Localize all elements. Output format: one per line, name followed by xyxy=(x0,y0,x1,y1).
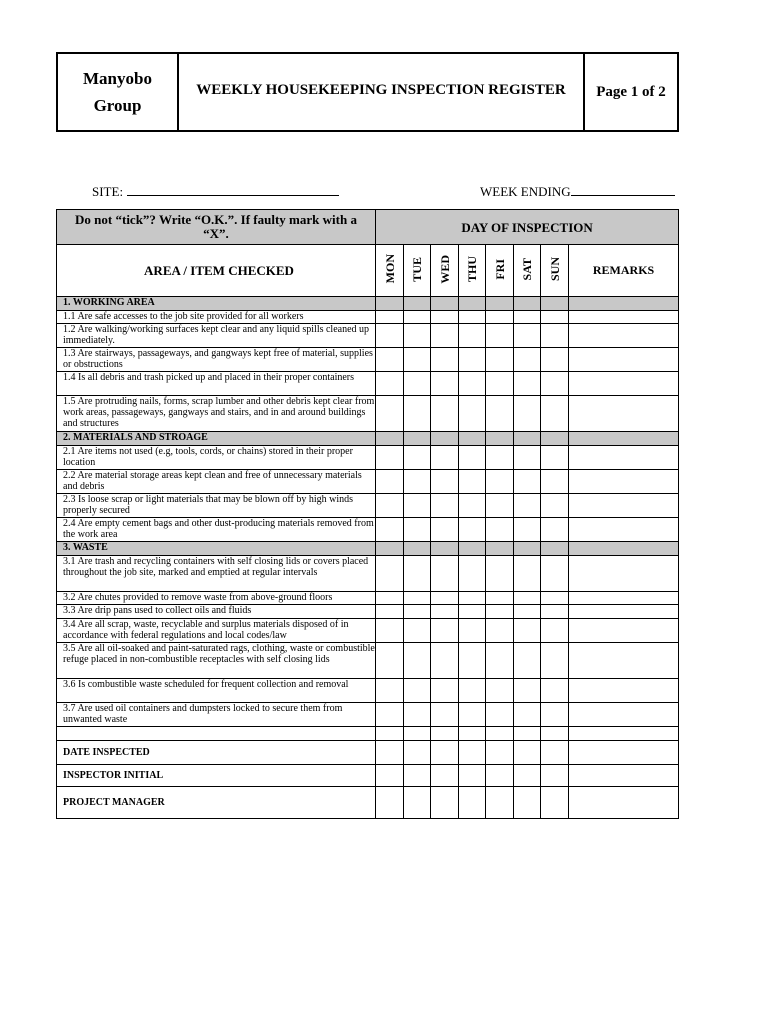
remarks-cell xyxy=(569,542,679,556)
page-number: Page 1 of 2 xyxy=(583,54,677,130)
day-cell-tue[interactable] xyxy=(404,494,431,518)
day-cell-tue[interactable] xyxy=(404,372,431,396)
day-cell-mon[interactable] xyxy=(376,518,404,542)
day-cell-mon[interactable] xyxy=(376,396,404,432)
document-title: WEEKLY HOUSEKEEPING INSPECTION REGISTER xyxy=(196,81,566,98)
section-heading: 3. WASTE xyxy=(57,542,376,556)
day-cell-sun[interactable] xyxy=(541,556,569,592)
document-header xyxy=(56,52,679,132)
day-cell-fri[interactable] xyxy=(486,311,514,324)
day-cell-wed[interactable] xyxy=(431,518,459,542)
day-cell-thu[interactable] xyxy=(459,311,486,324)
day-cell-mon[interactable] xyxy=(376,311,404,324)
day-cell-tue xyxy=(404,542,431,556)
day-cell-sun[interactable] xyxy=(541,311,569,324)
area-item-heading: AREA / ITEM CHECKED xyxy=(57,245,376,297)
inspection-table xyxy=(56,209,679,819)
day-cell-mon[interactable] xyxy=(376,765,404,787)
day-cell-wed[interactable] xyxy=(431,765,459,787)
day-cell-mon[interactable] xyxy=(376,494,404,518)
day-cell-sat[interactable] xyxy=(514,494,541,518)
day-cell-wed[interactable] xyxy=(431,619,459,643)
week-ending-blank-line[interactable] xyxy=(571,183,675,196)
day-cell-tue xyxy=(404,432,431,446)
day-cell-mon[interactable] xyxy=(376,556,404,592)
day-cell-thu xyxy=(459,542,486,556)
remarks-cell[interactable] xyxy=(569,605,679,619)
day-cell-thu[interactable] xyxy=(459,348,486,372)
day-cell-thu[interactable] xyxy=(459,494,486,518)
day-cell-sat xyxy=(514,432,541,446)
day-cell-wed[interactable] xyxy=(431,470,459,494)
day-cell-thu[interactable] xyxy=(459,372,486,396)
day-cell-thu[interactable] xyxy=(459,703,486,727)
day-cell-tue[interactable] xyxy=(404,311,431,324)
remarks-cell[interactable] xyxy=(569,592,679,605)
day-cell-wed[interactable] xyxy=(431,727,459,741)
signoff-row xyxy=(57,741,679,765)
day-cell-sat[interactable] xyxy=(514,643,541,679)
day-cell-sun[interactable] xyxy=(541,679,569,703)
day-cell-mon[interactable] xyxy=(376,643,404,679)
day-cell-sat[interactable] xyxy=(514,765,541,787)
day-cell-mon xyxy=(376,542,404,556)
site-label: SITE: xyxy=(92,184,124,199)
day-cell-mon[interactable] xyxy=(376,679,404,703)
day-cell-fri[interactable] xyxy=(486,643,514,679)
day-cell-wed[interactable] xyxy=(431,311,459,324)
week-ending-field[interactable] xyxy=(480,183,675,200)
day-cell-fri[interactable] xyxy=(486,605,514,619)
day-cell-fri[interactable] xyxy=(486,592,514,605)
day-cell-tue[interactable] xyxy=(404,518,431,542)
remarks-cell xyxy=(569,432,679,446)
day-cell-wed[interactable] xyxy=(431,348,459,372)
day-cell-mon[interactable] xyxy=(376,703,404,727)
day-cell-sat[interactable] xyxy=(514,556,541,592)
day-cell-sun[interactable] xyxy=(541,703,569,727)
checklist-item: 2.3 Is loose scrap or light materials that may be blown off by high winds properly secured xyxy=(57,494,376,518)
day-cell-sat[interactable] xyxy=(514,592,541,605)
remarks-cell[interactable] xyxy=(569,396,679,432)
day-cell-sat[interactable] xyxy=(514,741,541,765)
day-cell-fri[interactable] xyxy=(486,518,514,542)
day-cell-thu[interactable] xyxy=(459,592,486,605)
day-cell-wed[interactable] xyxy=(431,741,459,765)
week-ending-label: WEEK ENDING xyxy=(480,184,571,199)
day-cell-fri[interactable] xyxy=(486,679,514,703)
checklist-item: 3.3 Are drip pans used to collect oils and fluids xyxy=(57,605,376,619)
table-row xyxy=(57,311,679,324)
day-cell-fri xyxy=(486,297,514,311)
day-cell-tue[interactable] xyxy=(404,605,431,619)
day-cell-sun[interactable] xyxy=(541,446,569,470)
day-cell-fri[interactable] xyxy=(486,348,514,372)
site-blank-line[interactable] xyxy=(127,183,339,196)
day-of-inspection-heading: DAY OF INSPECTION xyxy=(376,210,679,245)
day-cell-fri[interactable] xyxy=(486,727,514,741)
checklist-item: 1.1 Are safe accesses to the job site provided for all workers xyxy=(57,311,376,324)
day-cell-sat[interactable] xyxy=(514,470,541,494)
day-cell-sat[interactable] xyxy=(514,348,541,372)
day-heading-wed xyxy=(431,245,459,297)
day-cell-mon xyxy=(376,432,404,446)
day-cell-mon[interactable] xyxy=(376,372,404,396)
day-label: FRI xyxy=(492,258,507,280)
checklist-item: 2.1 Are items not used (e.g, tools, cords, or chains) stored in their proper location xyxy=(57,446,376,470)
section-row xyxy=(57,297,679,311)
day-cell-tue[interactable] xyxy=(404,703,431,727)
day-cell-sun[interactable] xyxy=(541,348,569,372)
remarks-cell[interactable] xyxy=(569,311,679,324)
day-cell-fri[interactable] xyxy=(486,372,514,396)
day-cell-sun[interactable] xyxy=(541,372,569,396)
remarks-cell[interactable] xyxy=(569,765,679,787)
checklist-item: 2.4 Are empty cement bags and other dust-producing materials removed from the work area xyxy=(57,518,376,542)
day-cell-tue[interactable] xyxy=(404,741,431,765)
remarks-cell[interactable] xyxy=(569,643,679,679)
day-cell-tue[interactable] xyxy=(404,592,431,605)
checklist-item: 3.1 Are trash and recycling containers with self closing lids or covers placed throughout the job site, marked and emptied at regular intervals xyxy=(57,556,376,592)
remarks-cell[interactable] xyxy=(569,787,679,819)
day-cell-sat[interactable] xyxy=(514,787,541,819)
checklist-item: 1.3 Are stairways, passageways, and gangways kept free of material, supplies or obstructions xyxy=(57,348,376,372)
remarks-cell[interactable] xyxy=(569,703,679,727)
table-row xyxy=(57,518,679,542)
table-row xyxy=(57,446,679,470)
checklist-item: 2.2 Are material storage areas kept clean and free of unnecessary materials and debris xyxy=(57,470,376,494)
day-label: SAT xyxy=(520,257,534,281)
day-heading-fri xyxy=(486,245,514,297)
checklist-item: 3.6 Is combustible waste scheduled for frequent collection and removal xyxy=(57,679,376,703)
day-cell-wed[interactable] xyxy=(431,372,459,396)
remarks-cell[interactable] xyxy=(569,518,679,542)
day-cell-sun[interactable] xyxy=(541,619,569,643)
day-cell-mon[interactable] xyxy=(376,592,404,605)
day-cell-thu[interactable] xyxy=(459,605,486,619)
section-heading: 1. WORKING AREA xyxy=(57,297,376,311)
day-cell-sun[interactable] xyxy=(541,470,569,494)
day-cell-mon[interactable] xyxy=(376,470,404,494)
day-cell-thu xyxy=(459,432,486,446)
day-cell-wed[interactable] xyxy=(431,679,459,703)
day-cell-sat xyxy=(514,542,541,556)
day-cell-wed[interactable] xyxy=(431,396,459,432)
day-cell-thu[interactable] xyxy=(459,470,486,494)
day-cell-fri xyxy=(486,432,514,446)
day-cell-thu[interactable] xyxy=(459,741,486,765)
day-cell-fri[interactable] xyxy=(486,765,514,787)
day-label: WED xyxy=(437,254,452,284)
day-cell-sat[interactable] xyxy=(514,396,541,432)
day-cell-fri[interactable] xyxy=(486,787,514,819)
remarks-cell[interactable] xyxy=(569,324,679,348)
day-cell-sun[interactable] xyxy=(541,592,569,605)
day-cell-mon[interactable] xyxy=(376,605,404,619)
table-row xyxy=(57,556,679,592)
checklist-item: 3.5 Are all oil-soaked and paint-saturated rags, clothing, waste or combustible refuge placed in non-combustible receptacles with self closing lids xyxy=(57,643,376,679)
day-cell-thu[interactable] xyxy=(459,643,486,679)
day-cell-wed[interactable] xyxy=(431,787,459,819)
day-heading-sat xyxy=(514,245,541,297)
day-cell-tue[interactable] xyxy=(404,348,431,372)
table-row xyxy=(57,592,679,605)
day-cell-sun[interactable] xyxy=(541,643,569,679)
day-cell-sat[interactable] xyxy=(514,311,541,324)
day-cell-thu xyxy=(459,297,486,311)
day-cell-sat[interactable] xyxy=(514,372,541,396)
table-row xyxy=(57,727,679,741)
day-heading-thu xyxy=(459,245,486,297)
remarks-cell[interactable] xyxy=(569,619,679,643)
day-cell-mon[interactable] xyxy=(376,446,404,470)
day-cell-thu[interactable] xyxy=(459,765,486,787)
day-cell-sat[interactable] xyxy=(514,518,541,542)
signoff-label: INSPECTOR INITIAL xyxy=(57,765,376,787)
day-cell-tue[interactable] xyxy=(404,787,431,819)
section-row xyxy=(57,432,679,446)
table-row xyxy=(57,679,679,703)
day-heading-sun xyxy=(541,245,569,297)
day-cell-sun xyxy=(541,432,569,446)
day-cell-sun[interactable] xyxy=(541,787,569,819)
day-cell-sun[interactable] xyxy=(541,605,569,619)
day-cell-mon[interactable] xyxy=(376,348,404,372)
signoff-label: PROJECT MANAGER xyxy=(57,787,376,819)
day-cell-sun xyxy=(541,297,569,311)
day-cell-wed[interactable] xyxy=(431,494,459,518)
checklist-item: 1.4 Is all debris and trash picked up and placed in their proper containers xyxy=(57,372,376,396)
table-row xyxy=(57,396,679,432)
day-cell-mon[interactable] xyxy=(376,741,404,765)
day-cell-tue xyxy=(404,297,431,311)
day-cell-thu[interactable] xyxy=(459,787,486,819)
day-cell-tue[interactable] xyxy=(404,470,431,494)
day-cell-tue[interactable] xyxy=(404,446,431,470)
day-cell-sun[interactable] xyxy=(541,518,569,542)
company-name-line2: Group xyxy=(93,96,142,115)
day-cell-thu[interactable] xyxy=(459,619,486,643)
day-cell-wed xyxy=(431,542,459,556)
section-row xyxy=(57,542,679,556)
day-cell-sun[interactable] xyxy=(541,324,569,348)
day-cell-wed xyxy=(431,297,459,311)
remarks-cell[interactable] xyxy=(569,348,679,372)
instruction-text: Do not “tick”? Write “O.K.”. If faulty mark with a “X”. xyxy=(57,210,376,245)
day-cell-thu[interactable] xyxy=(459,518,486,542)
day-cell-fri[interactable] xyxy=(486,556,514,592)
table-row xyxy=(57,703,679,727)
day-cell-tue[interactable] xyxy=(404,727,431,741)
signoff-row xyxy=(57,765,679,787)
day-cell-sun[interactable] xyxy=(541,765,569,787)
remarks-heading: REMARKS xyxy=(569,245,679,297)
day-heading-mon xyxy=(376,245,404,297)
remarks-cell[interactable] xyxy=(569,494,679,518)
day-cell-sat[interactable] xyxy=(514,324,541,348)
day-cell-tue[interactable] xyxy=(404,396,431,432)
remarks-cell[interactable] xyxy=(569,679,679,703)
day-cell-wed[interactable] xyxy=(431,643,459,679)
day-label: TUE xyxy=(410,256,424,282)
table-row xyxy=(57,324,679,348)
checklist-item: 3.4 Are all scrap, waste, recyclable and surplus materials disposed of in accordance with federal regulations and local codes/law xyxy=(57,619,376,643)
checklist-item: 1.2 Are walking/working surfaces kept clear and any liquid spills cleaned up immediately. xyxy=(57,324,376,348)
day-cell-wed[interactable] xyxy=(431,703,459,727)
remarks-cell[interactable] xyxy=(569,727,679,741)
site-field[interactable] xyxy=(92,183,339,200)
checklist-item: 3.7 Are used oil containers and dumpsters locked to secure them from unwanted waste xyxy=(57,703,376,727)
day-cell-sat[interactable] xyxy=(514,703,541,727)
day-cell-thu[interactable] xyxy=(459,324,486,348)
day-cell-wed[interactable] xyxy=(431,446,459,470)
remarks-cell xyxy=(569,297,679,311)
signoff-label: DATE INSPECTED xyxy=(57,741,376,765)
day-cell-fri[interactable] xyxy=(486,741,514,765)
checklist-item: 1.5 Are protruding nails, forms, scrap lumber and other debris kept clear from work areas, passageways, gangways and stairs, and in and around buildings and structures xyxy=(57,396,376,432)
day-cell-thu[interactable] xyxy=(459,556,486,592)
remarks-cell[interactable] xyxy=(569,372,679,396)
day-cell-fri[interactable] xyxy=(486,470,514,494)
signoff-row xyxy=(57,787,679,819)
day-cell-thu[interactable] xyxy=(459,446,486,470)
section-heading: 2. MATERIALS AND STROAGE xyxy=(57,432,376,446)
remarks-cell[interactable] xyxy=(569,470,679,494)
day-cell-sun[interactable] xyxy=(541,727,569,741)
day-cell-fri[interactable] xyxy=(486,324,514,348)
table-row xyxy=(57,372,679,396)
day-cell-sun xyxy=(541,542,569,556)
day-heading-tue xyxy=(404,245,431,297)
day-cell-sun[interactable] xyxy=(541,494,569,518)
day-label: THU xyxy=(465,255,479,282)
day-cell-tue[interactable] xyxy=(404,643,431,679)
table-row xyxy=(57,470,679,494)
day-cell-fri[interactable] xyxy=(486,494,514,518)
day-cell-tue[interactable] xyxy=(404,556,431,592)
day-cell-sat xyxy=(514,297,541,311)
day-cell-tue[interactable] xyxy=(404,619,431,643)
day-cell-sun[interactable] xyxy=(541,396,569,432)
day-cell-sat[interactable] xyxy=(514,679,541,703)
day-cell-wed xyxy=(431,432,459,446)
day-cell-wed[interactable] xyxy=(431,592,459,605)
day-cell-tue[interactable] xyxy=(404,679,431,703)
day-cell-fri[interactable] xyxy=(486,396,514,432)
day-cell-thu[interactable] xyxy=(459,396,486,432)
company-name xyxy=(58,54,179,130)
day-cell-mon xyxy=(376,297,404,311)
table-row xyxy=(57,348,679,372)
remarks-cell[interactable] xyxy=(569,446,679,470)
day-cell-sat[interactable] xyxy=(514,446,541,470)
table-row xyxy=(57,494,679,518)
day-cell-mon[interactable] xyxy=(376,727,404,741)
day-cell-thu[interactable] xyxy=(459,727,486,741)
table-row xyxy=(57,619,679,643)
day-cell-tue[interactable] xyxy=(404,765,431,787)
day-label: SUN xyxy=(547,256,562,281)
checklist-item: 3.2 Are chutes provided to remove waste from above-ground floors xyxy=(57,592,376,605)
table-row xyxy=(57,605,679,619)
day-label: MON xyxy=(382,254,397,284)
remarks-cell[interactable] xyxy=(569,556,679,592)
day-cell-sat[interactable] xyxy=(514,727,541,741)
day-cell-mon[interactable] xyxy=(376,324,404,348)
day-cell-thu[interactable] xyxy=(459,679,486,703)
day-cell-wed[interactable] xyxy=(431,605,459,619)
day-cell-fri[interactable] xyxy=(486,619,514,643)
day-cell-mon[interactable] xyxy=(376,619,404,643)
day-cell-sat[interactable] xyxy=(514,605,541,619)
day-cell-fri[interactable] xyxy=(486,446,514,470)
checklist-item xyxy=(57,727,376,741)
day-cell-wed[interactable] xyxy=(431,556,459,592)
day-cell-mon[interactable] xyxy=(376,787,404,819)
day-cell-wed[interactable] xyxy=(431,324,459,348)
day-cell-fri xyxy=(486,542,514,556)
day-cell-sat[interactable] xyxy=(514,619,541,643)
day-cell-sun[interactable] xyxy=(541,741,569,765)
day-cell-tue[interactable] xyxy=(404,324,431,348)
day-cell-fri[interactable] xyxy=(486,703,514,727)
table-row xyxy=(57,643,679,679)
company-name-line1: Manyobo xyxy=(83,69,152,88)
remarks-cell[interactable] xyxy=(569,741,679,765)
